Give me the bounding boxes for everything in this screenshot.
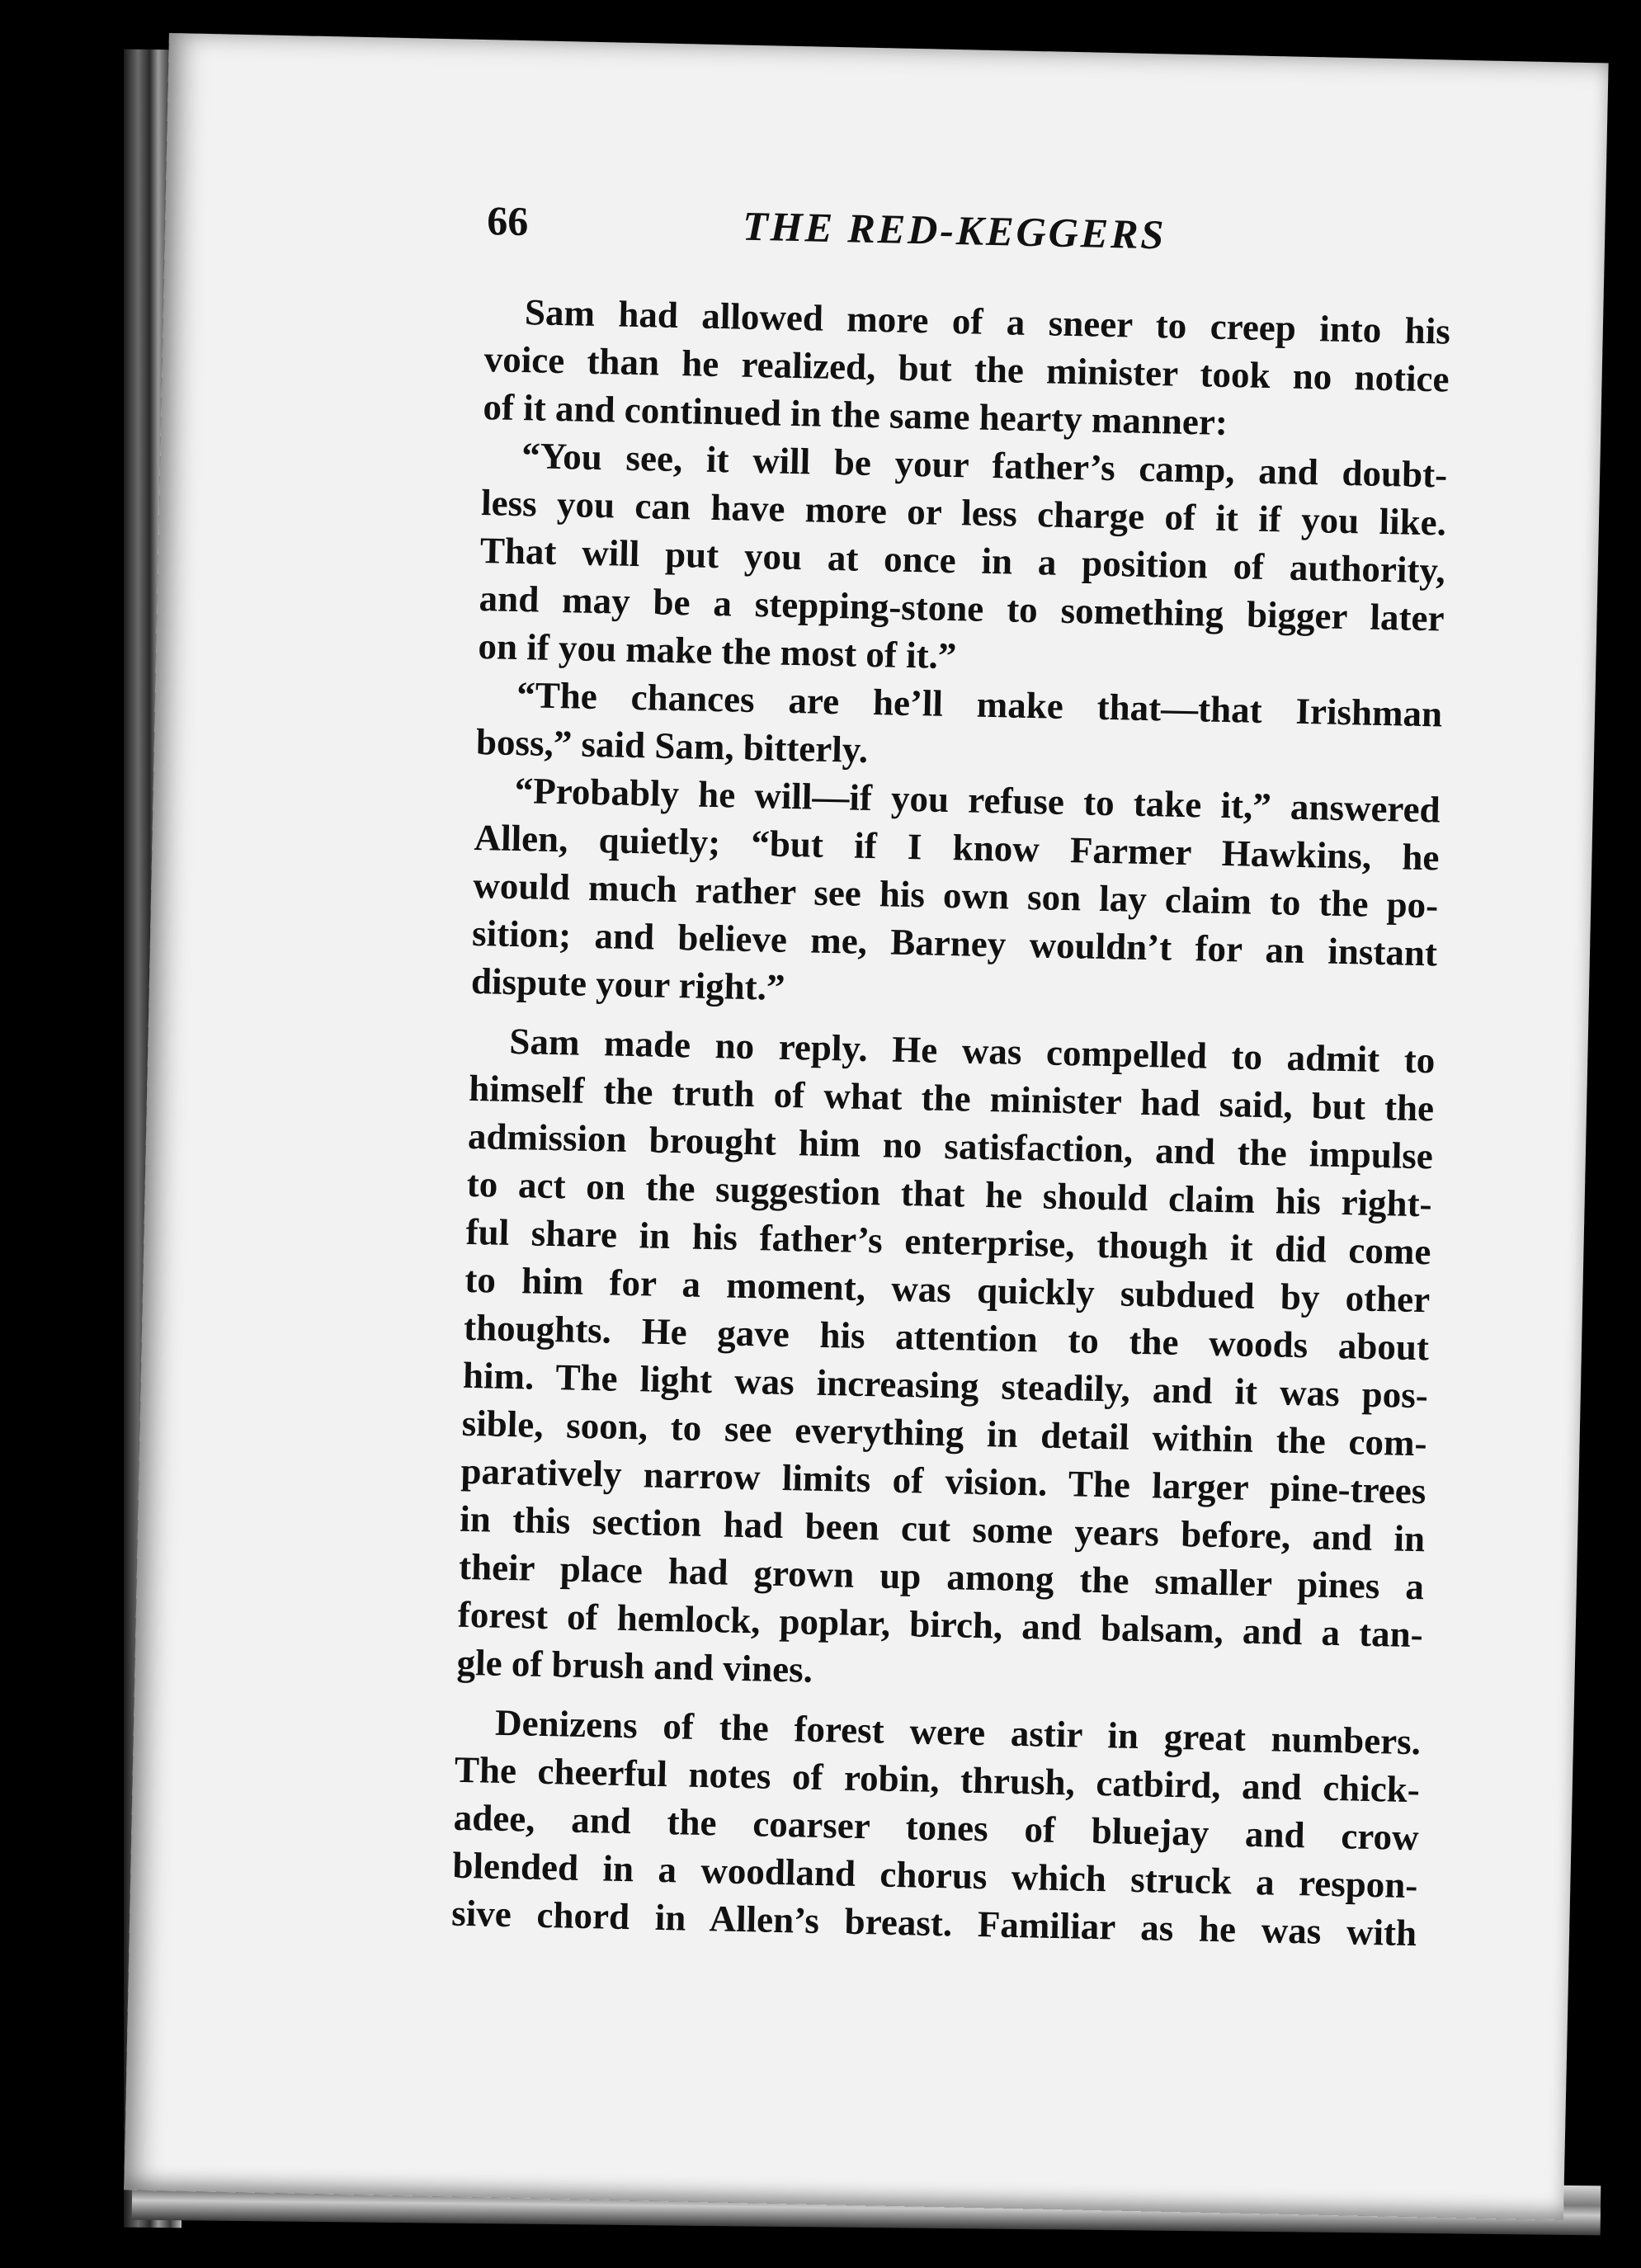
page-header <box>486 196 1453 290</box>
text-line: admission brought him no satisfaction, and the impulse <box>467 1115 1434 1177</box>
text-line: adee, and the coarser tones of bluejay and crow <box>453 1796 1420 1859</box>
text-line: ful share in his father’s enterprise, though it did come <box>465 1210 1431 1273</box>
text-line: Sam had allowed more of a sneer to creep into his <box>524 291 1451 352</box>
text-line: “Probably he will—if you refuse to take it,” answered <box>514 769 1441 831</box>
text-line: thoughts. He gave his attention to the woods about <box>463 1306 1430 1369</box>
text-line: gle of brush and vines. <box>456 1641 813 1690</box>
running-head: THE RED-KEGGERS <box>742 202 1167 258</box>
text-line: Allen, quietly; “but if I know Farmer Hawkins, he <box>474 816 1440 879</box>
book-page <box>124 33 1608 2220</box>
text-line: sition; and believe me, Barney wouldn’t for an instant <box>471 912 1438 974</box>
text-line: voice than he realized, but the minister took no notice <box>483 338 1450 400</box>
text-line: “You see, it will be your father’s camp, and doubt- <box>521 435 1448 496</box>
text-line: sible, soon, to see everything in detail within the com- <box>461 1402 1428 1464</box>
text-line: That will put you at once in a position of authority, <box>479 530 1446 592</box>
text-line: blended in a woodland chorus which struck a respon- <box>452 1844 1418 1907</box>
text-line: in this section had been cut some years before, and in <box>459 1497 1426 1560</box>
text-line: paratively narrow limits of vision. The larger pine-trees <box>460 1450 1426 1512</box>
text-line: on if you make the most of it.” <box>477 625 957 677</box>
text-line: their place had grown up among the smaller pines a <box>458 1545 1425 1608</box>
text-line: him. The light was increasing steadily, and it was pos- <box>462 1354 1429 1417</box>
text-line: sive chord in Allen’s breast. Familiar as he was with <box>450 1892 1417 1954</box>
text-line: of it and continued in the same hearty manner: <box>483 386 1228 443</box>
text-line: to act on the suggestion that he should claim his right- <box>466 1162 1433 1225</box>
text-line: The cheerful notes of robin, thrush, catbird, and chick- <box>454 1748 1421 1811</box>
text-line: dispute your right.” <box>470 960 785 1008</box>
body-text <box>451 287 1451 1957</box>
text-line: Sam made no reply. He was compelled to admit to <box>508 1020 1436 1082</box>
text-line: less you can have more or less charge of it if you like. <box>480 482 1447 544</box>
page-number: 66 <box>486 197 529 245</box>
text-line: to him for a moment, was quickly subdued by other <box>464 1258 1431 1321</box>
text-line: forest of hemlock, poplar, birch, and balsam, and a tan- <box>457 1593 1424 1656</box>
text-line: and may be a stepping-stone to something bigger later <box>479 578 1445 639</box>
text-line: Denizens of the forest were astir in great numbers. <box>494 1701 1422 1763</box>
text-line: boss,” said Sam, bitterly. <box>475 720 869 771</box>
text-line: himself the truth of what the minister had said, but the <box>468 1067 1435 1129</box>
text-line: would much rather see his own son lay claim to the po- <box>472 864 1439 927</box>
text-line: “The chances are he’ll make that—that Irishman <box>516 674 1443 735</box>
